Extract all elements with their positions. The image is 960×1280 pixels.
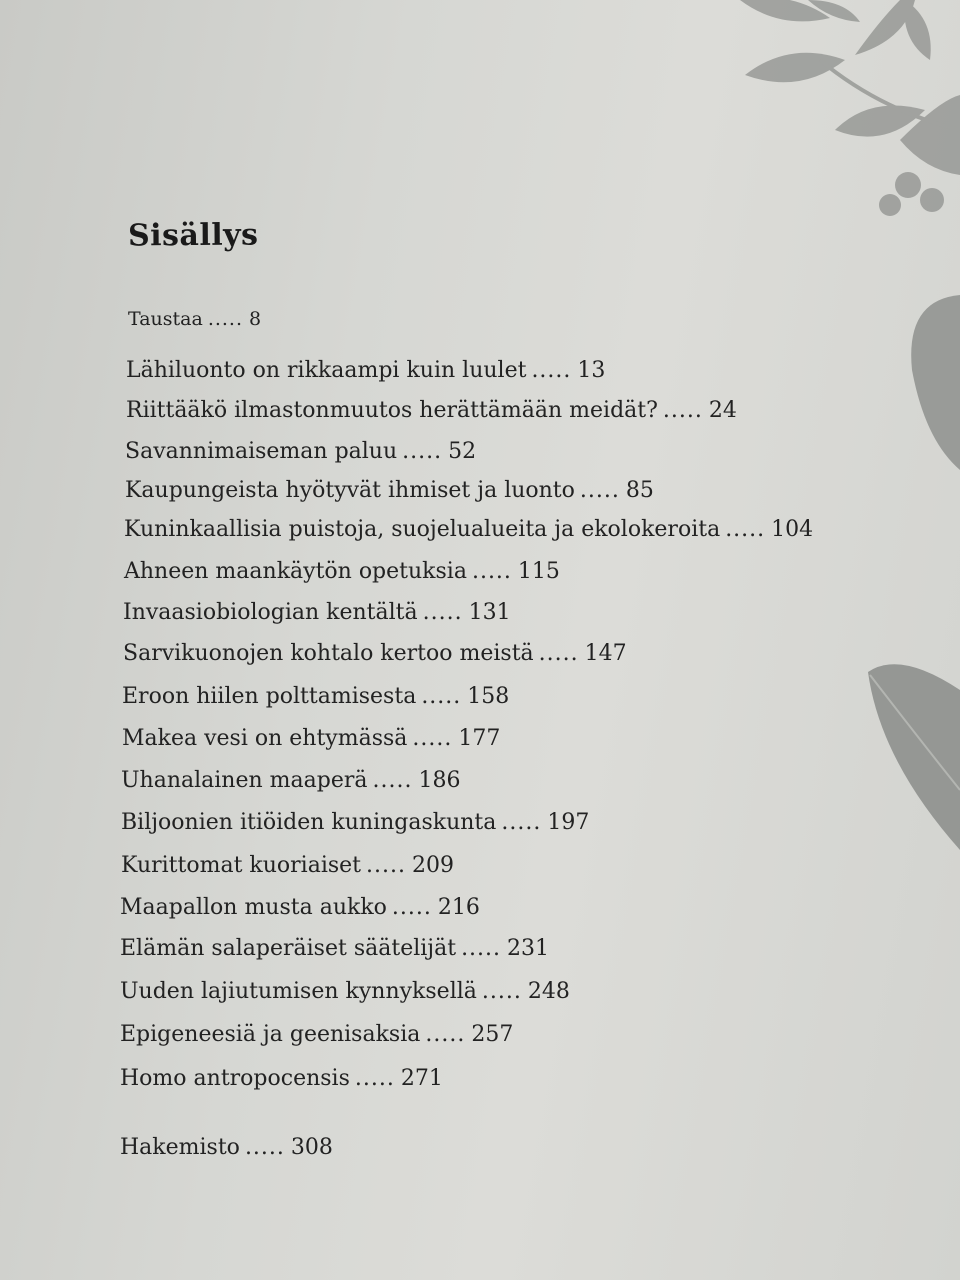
toc-entry-title: Sarvikuonojen kohtalo kertoo meistä <box>123 641 534 666</box>
toc-entry-page: 24 <box>708 398 737 423</box>
toc-leader: ..... <box>354 1066 395 1091</box>
page-title: Sisällys <box>127 217 259 254</box>
toc-leader: ..... <box>662 398 703 423</box>
toc-entry <box>123 600 511 625</box>
toc-entry <box>124 517 813 542</box>
toc-entry <box>121 853 454 878</box>
toc-entry-page: 216 <box>437 895 480 920</box>
toc-leader: ..... <box>531 358 572 383</box>
toc-entry-page: 8 <box>249 308 262 330</box>
toc-entry-title: Maapallon musta aukko <box>120 895 387 920</box>
toc-entry-page: 52 <box>448 439 477 464</box>
toc-entry-page: 13 <box>577 358 606 383</box>
toc-leader: ..... <box>579 478 620 503</box>
toc-entry-title: Riittääkö ilmastonmuutos herättämään meidät? <box>126 398 658 423</box>
toc-entry-title: Taustaa <box>128 308 203 330</box>
toc-entry <box>126 358 605 383</box>
toc-entry-page: 85 <box>625 478 654 503</box>
toc-entry <box>122 684 509 709</box>
toc-entry <box>125 439 476 464</box>
toc-entry-title: Hakemisto <box>120 1135 240 1160</box>
toc-leader: ..... <box>391 895 432 920</box>
toc-entry-page: 115 <box>517 559 560 584</box>
toc-entry-page: 257 <box>471 1022 514 1047</box>
toc-entry-title: Kurittomat kuoriaiset <box>121 853 362 878</box>
toc-entry-page: 186 <box>418 768 461 793</box>
toc-entry-page: 231 <box>507 936 550 961</box>
toc-entry-title: Savannimaiseman paluu <box>125 439 398 464</box>
toc-entry-page: 209 <box>411 853 454 878</box>
toc-entry-title: Eroon hiilen polttamisesta <box>122 684 417 709</box>
toc-leader: ..... <box>421 684 462 709</box>
toc-leader: ..... <box>366 853 406 878</box>
toc-leader: ..... <box>372 768 413 793</box>
toc-entry-page: 131 <box>468 600 511 625</box>
toc-entry-title: Homo antropocensis <box>120 1066 350 1091</box>
toc-entry-title: Biljoonien itiöiden kuningaskunta <box>121 810 497 835</box>
toc-leader: ..... <box>461 936 502 961</box>
toc-leader: ..... <box>538 641 579 666</box>
toc-entry-page: 158 <box>467 684 510 709</box>
toc-entry <box>120 1135 333 1160</box>
toc-entry-page: 308 <box>290 1135 333 1160</box>
toc-leader: ..... <box>402 439 443 464</box>
toc-leader: ..... <box>501 810 542 835</box>
toc-entry <box>122 726 500 751</box>
toc-entry <box>120 895 480 920</box>
toc-leader: ..... <box>425 1022 466 1047</box>
toc-entry <box>120 1066 443 1091</box>
toc-entry-title: Makea vesi on ehtymässä <box>122 726 408 751</box>
toc-entry-page: 248 <box>527 979 570 1004</box>
toc-leader: ..... <box>481 979 522 1004</box>
toc-entry <box>125 478 654 503</box>
toc-leader: ..... <box>422 600 463 625</box>
toc-entry <box>120 979 570 1004</box>
toc-entry <box>123 641 627 666</box>
toc-entry <box>126 398 737 423</box>
toc-entry-title: Uuden lajiutumisen kynnyksellä <box>120 979 477 1004</box>
toc-entry <box>120 936 549 961</box>
toc-entry-title: Invaasiobiologian kentältä <box>123 600 418 625</box>
toc-entry-title: Elämän salaperäiset säätelijät <box>120 936 457 961</box>
toc-entry-title: Kuninkaallisia puistoja, suojelualueita ja ekolokeroita <box>124 517 721 542</box>
toc-entry-page: 104 <box>771 517 814 542</box>
toc-entry-page: 197 <box>547 810 590 835</box>
toc-leader: ..... <box>207 308 244 330</box>
toc-entry-page: 271 <box>400 1066 443 1091</box>
toc-entry-title: Uhanalainen maaperä <box>121 768 368 793</box>
toc-entry-title: Kaupungeista hyötyvät ihmiset ja luonto <box>125 478 575 503</box>
toc-entry-title: Ahneen maankäytön opetuksia <box>124 559 467 584</box>
toc-entry-page: 147 <box>584 641 627 666</box>
toc-leader: ..... <box>725 517 766 542</box>
toc-leader: ..... <box>412 726 453 751</box>
toc-entry <box>121 810 589 835</box>
toc-leader: ..... <box>244 1135 285 1160</box>
toc-entry <box>121 768 460 793</box>
toc-entry <box>120 1022 513 1047</box>
toc-entry <box>128 308 261 330</box>
toc-leader: ..... <box>471 559 512 584</box>
toc-entry-title: Lähiluonto on rikkaampi kuin luulet <box>126 358 527 383</box>
toc-entry <box>124 559 560 584</box>
toc-entry-title: Epigeneesiä ja geenisaksia <box>120 1022 421 1047</box>
toc-entry-page: 177 <box>458 726 501 751</box>
